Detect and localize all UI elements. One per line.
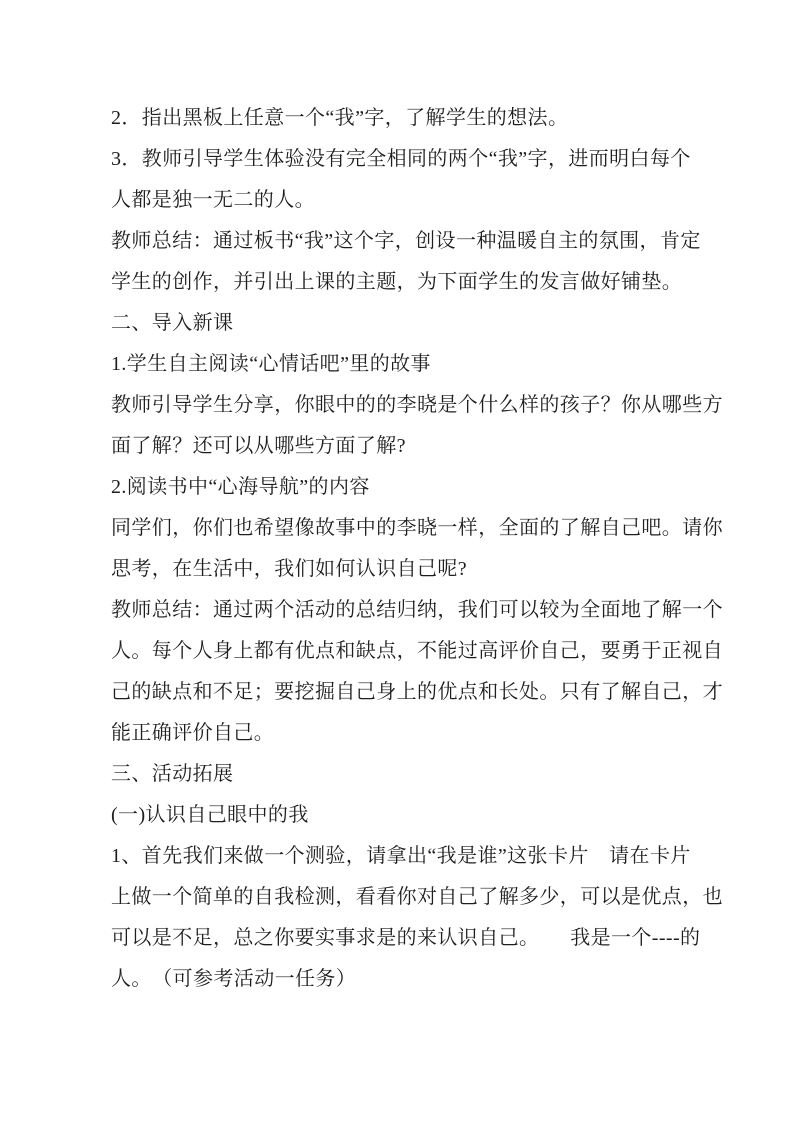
document-text-line: 己的缺点和不足；要挖掘自己身上的优点和长处。只有了解自己，才 [111,681,723,703]
document-text-line: 1.学生自主阅读“心情话吧”里的故事 [111,353,431,375]
document-text-line: 可以是不足，总之你要实事求是的来认识自己。 我是一个----的 [111,927,701,949]
document-text-line: 思考，在生活中，我们如何认识自己呢? [111,558,468,580]
document-text-line: 2.阅读书中“心海导航”的内容 [111,476,370,498]
document-text-line: 2．指出黑板上任意一个“我”字，了解学生的想法。 [111,107,569,129]
document-text-line: 同学们，你们也希望像故事中的李晓一样，全面的了解自己吧。请你 [111,517,723,539]
document-text-block [111,98,723,1000]
document-text-line: 面了解？还可以从哪些方面了解? [111,435,406,457]
document-text-line: 教师总结：通过板书“我”这个字，创设一种温暖自主的氛围，肯定 [111,230,701,252]
document-text-line: 二、导入新课 [111,312,234,334]
document-text-line: 人。 （可参考活动一任务） [111,968,357,990]
document-text-line: 人都是独一无二的人。 [111,189,315,211]
document-text-line: 1、首先我们来做一个测验，请拿出“我是谁”这张卡片 请在卡片 [111,845,691,867]
document-text-line: 能正确评价自己。 [111,722,275,744]
document-text-line: 人。每个人身上都有优点和缺点，不能过高评价自己，要勇于正视自 [111,640,723,662]
document-text-line: 学生的创作，并引出上课的主题，为下面学生的发言做好铺垫。 [111,271,683,293]
document-text-line: 教师引导学生分享，你眼中的的李晓是个什么样的孩子？你从哪些方 [111,394,723,416]
document-text-line: (一)认识自己眼中的我 [111,804,309,826]
document-text-line: 上做一个简单的自我检测，看看你对自己了解多少，可以是优点，也 [111,886,723,908]
document-text-line: 教师总结：通过两个活动的总结归纳，我们可以较为全面地了解一个 [111,599,723,621]
document-text-line: 3．教师引导学生体验没有完全相同的两个“我”字，进而明白每个 [111,148,691,170]
document-text-line: 三、活动拓展 [111,763,234,785]
